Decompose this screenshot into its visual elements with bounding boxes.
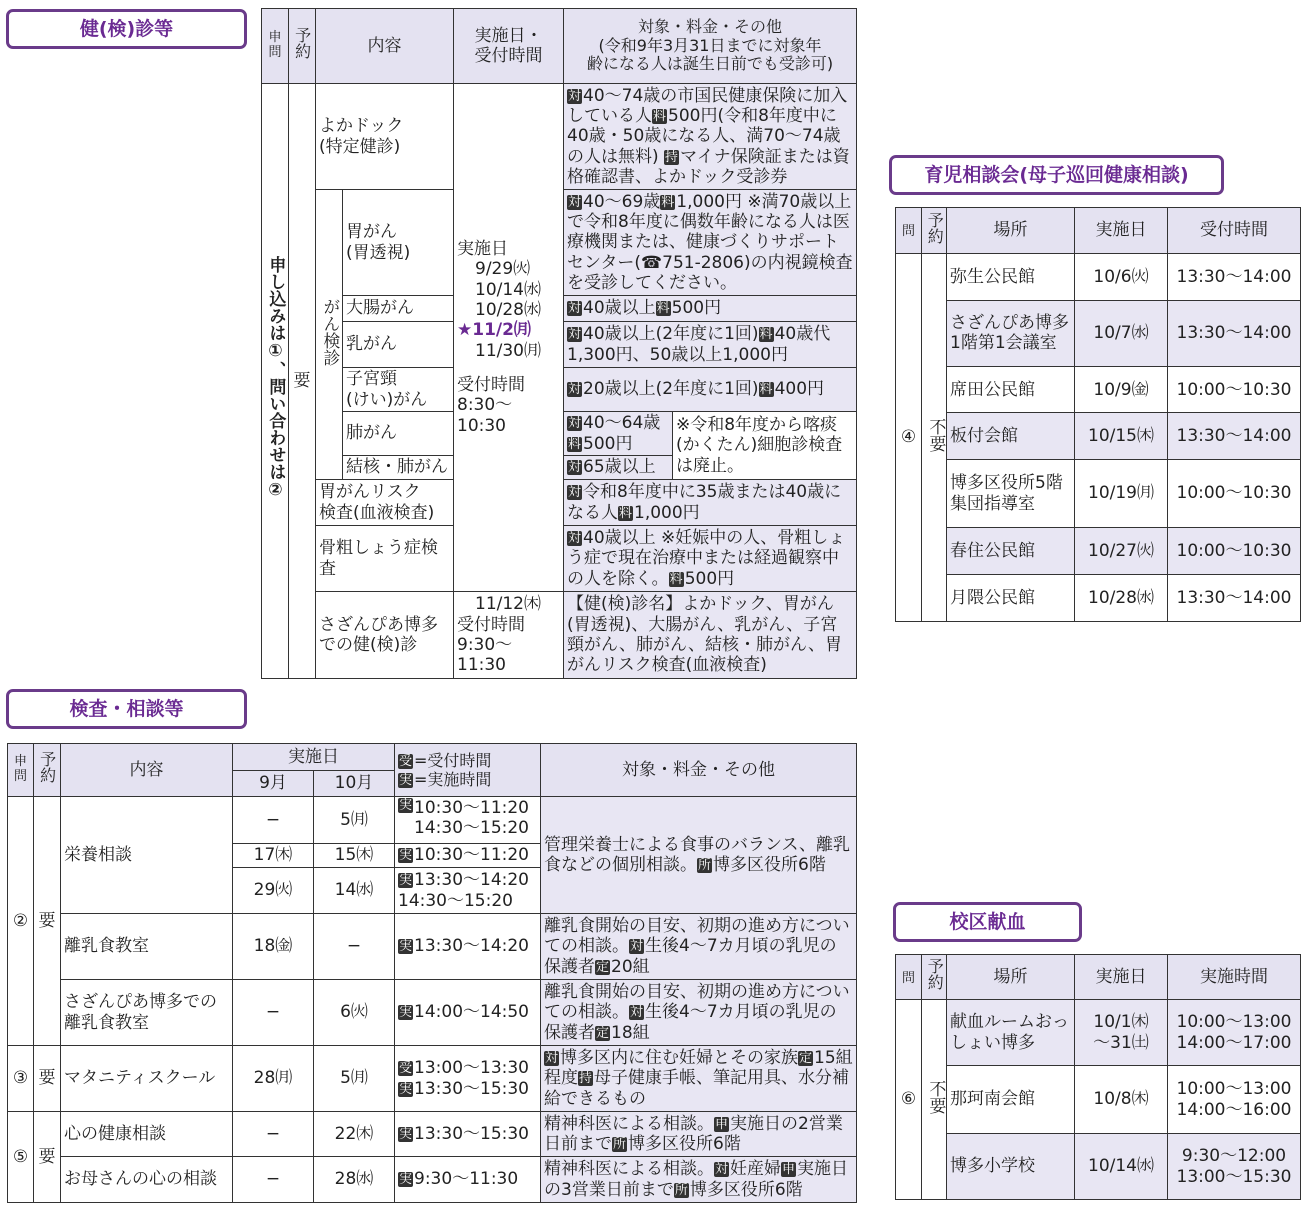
ikuji-toiawase-icon: 問: [901, 224, 915, 240]
daicho-name: 大腸がん: [343, 296, 454, 322]
header-date: 実施日・ 受付時間: [454, 9, 564, 84]
mata-target: 対 博多区内に住む妊婦とその家族定 15組程度持 母子健康手帳、筆記用具、水分補給できるもの: [541, 1046, 857, 1112]
kenketsu-time: 10:00〜13:00 14:00〜16:00: [1168, 1066, 1301, 1134]
moushikomi-toiawase-icon: 申 問: [268, 29, 282, 60]
eiyo-name: 栄養相談: [61, 797, 233, 914]
ikuji-place: 博多区役所5階 集団指導室: [947, 459, 1075, 527]
rinyu2-time: 実 14:00〜14:50: [395, 980, 541, 1046]
section-title-kenshin: 健(検)診等: [6, 9, 247, 49]
nyu-name: 乳がん: [343, 322, 454, 368]
mata-yoyaku: 要: [34, 1046, 61, 1112]
section-title-kensa: 検査・相談等: [6, 689, 247, 729]
ikuji-date: 10/9㈮: [1075, 367, 1168, 413]
ikuji-header-toiawase: [896, 208, 922, 254]
header-target: 対象・料金・その他 (令和9年3月31日までに対象年 齢になる人は誕生日前でも受診可): [564, 9, 857, 84]
ikuji-time: 10:00〜10:30: [1168, 367, 1301, 413]
nyu-target: 対 40歳以上(2年度に1回)料 40歳代1,300円、50歳以上1,000円: [564, 322, 857, 368]
kokoro-time: 実 13:30〜15:30: [395, 1112, 541, 1157]
hai-note: ※令和8年度から喀痰(かくたん)細胞診検査は廃止。: [673, 412, 857, 480]
ikuji-table: [895, 207, 1301, 622]
haha-target: 精神科医による相談。対 妊産婦申 実施日の3営業日前まで所 博多区役所6階: [541, 1157, 857, 1203]
ikuji-time: 10:00〜10:30: [1168, 528, 1301, 574]
hai-name: 肺がん: [343, 412, 454, 456]
kekkaku-name: 結核・肺がん: [343, 456, 454, 480]
ikuji-time: 13:30〜14:00: [1168, 574, 1301, 621]
kensa-header-date: 実施日: [233, 744, 395, 771]
eiyo-r3-m9: 29㈫: [233, 868, 314, 914]
mata-time: 受 13:00〜13:30 実 13:30〜15:30: [395, 1046, 541, 1112]
kekkaku-target: 対 65歳以上: [564, 456, 673, 480]
rinyu2-name: さざんぴあ博多での 離乳食教室: [61, 980, 233, 1046]
eiyo-r1-time: 実 10:30〜11:20 14:30〜15:20: [399, 798, 529, 839]
rinyu-target: 離乳食開始の目安、初期の進め方についての相談。対 生後4〜7カ月頃の乳児の保護者定 20組: [541, 914, 857, 980]
ikuji-time: 10:00〜10:30: [1168, 459, 1301, 527]
kenketsu-place: 那珂南会館: [947, 1066, 1075, 1134]
shikyu-target: 対 20歳以上(2年度に1回)料 400円: [564, 368, 857, 412]
haha-name: お母さんの心の相談: [61, 1157, 233, 1203]
section-title-kenketsu: 校区献血: [893, 902, 1082, 942]
eiyo-r1-m9: −: [233, 797, 314, 844]
rinyu2-m10: 6㈫: [314, 980, 395, 1046]
kensa-moushikomi-toiawase-icon: 申 問: [13, 753, 27, 784]
ikuji-header-date: 実施日: [1075, 208, 1168, 254]
kensa-header-yoyaku: 予約: [34, 744, 61, 797]
ikuji-date: 10/15㈭: [1075, 413, 1168, 459]
kenketsu-table: [895, 954, 1301, 1200]
ikuji-date: 10/7㈬: [1075, 300, 1168, 366]
haha-time: 実 9:30〜11:30: [395, 1157, 541, 1203]
kensa-header-target: 対象・料金・その他: [541, 744, 857, 797]
mata-m10: 5㈪: [314, 1046, 395, 1112]
risk-name: 胃がんリスク 検査(血液検査): [316, 480, 454, 526]
kenshin-table: [261, 8, 857, 679]
ikuji-place: 月隈公民館: [947, 574, 1075, 621]
eiyo-r1-m10: 5㈪: [314, 797, 395, 844]
eiyo-r2-m9: 17㈭: [233, 844, 314, 868]
kokoro-m10: 22㈭: [314, 1112, 395, 1157]
eiyo-r2-m10: 15㈭: [314, 844, 395, 868]
mata-name: マタニティスクール: [61, 1046, 233, 1112]
hai-target: 対 40〜64歳 料 500円: [564, 412, 673, 456]
kensa-header-m9: 9月: [233, 771, 314, 797]
igan-name: 胃がん (胃透視): [343, 190, 454, 296]
haha-m10: 28㈬: [314, 1157, 395, 1203]
yoka-name: よかドック (特定健診): [316, 84, 454, 190]
ikuji-num: ④: [896, 254, 922, 622]
header-naiyo: 内容: [316, 9, 454, 84]
daicho-target: 対 40歳以上料 500円: [564, 296, 857, 322]
ikuji-place: 席田公民館: [947, 367, 1075, 413]
header-yoyaku: 予約: [289, 9, 316, 84]
ikuji-place: 春住公民館: [947, 528, 1075, 574]
ikuji-header-yoyaku: 予約: [922, 208, 947, 254]
ikuji-date: 10/28㈬: [1075, 574, 1168, 621]
kenketsu-yoyaku: 不要: [922, 1000, 947, 1200]
kenketsu-place: 博多小学校: [947, 1134, 1075, 1200]
apply-note: 申し込みは①、問い合わせは②: [262, 84, 289, 679]
ikuji-date: 10/6㈫: [1075, 254, 1168, 300]
kenketsu-time: 9:30〜12:00 13:00〜15:30: [1168, 1134, 1301, 1200]
haha-m9: −: [233, 1157, 314, 1203]
kensa-table: [7, 743, 857, 1203]
eiyo-num: ②: [8, 797, 34, 1046]
gan-label: がん検診: [316, 190, 343, 480]
highlight-date: ★11/2㈪: [457, 320, 531, 341]
date-main: 実施日 9/29㈫ 10/14㈬ 10/28㈬ ★11/2㈪ 11/30㈪ 受付時間 8:30〜10:30: [454, 84, 564, 592]
kenketsu-header-date: 実施日: [1075, 955, 1168, 1000]
ikuji-yoyaku: 不要: [922, 254, 947, 622]
kenketsu-toiawase-icon: 問: [901, 970, 915, 986]
ikuji-place: さざんぴあ博多 1階第1会議室: [947, 300, 1075, 366]
eiyo-target: 管理栄養士による食事のバランス、離乳食などの個別相談。所 博多区役所6階: [541, 797, 857, 914]
header-moushikomi-toiawase: [262, 9, 289, 84]
kenketsu-header-time: 実施時間: [1168, 955, 1301, 1000]
eiyo-r2-time: 実 10:30〜11:20: [395, 844, 541, 868]
ikuji-time: 13:30〜14:00: [1168, 413, 1301, 459]
mata-m9: 28㈪: [233, 1046, 314, 1112]
sazan-name: さざんぴあ博多 での健(検)診: [316, 592, 454, 679]
risk-target: 対 令和8年度中に35歳または40歳になる人料 1,000円: [564, 480, 857, 526]
kokoro-name: 心の健康相談: [61, 1112, 233, 1157]
kenketsu-date: 10/14㈬: [1075, 1134, 1168, 1200]
kokoro-m9: −: [233, 1112, 314, 1157]
kenketsu-date: 10/1㈭ 〜31㈯: [1075, 1000, 1168, 1066]
ikuji-time: 13:30〜14:00: [1168, 300, 1301, 366]
rinyu-name: 離乳食教室: [61, 914, 233, 980]
ikuji-place: 板付会館: [947, 413, 1075, 459]
ikuji-date: 10/19㈪: [1075, 459, 1168, 527]
kenketsu-header-place: 場所: [947, 955, 1075, 1000]
eiyo-yoyaku: 要: [34, 797, 61, 1046]
kokoro-yoyaku: 要: [34, 1112, 61, 1203]
rinyu2-m9: −: [233, 980, 314, 1046]
rinyu2-target: 離乳食開始の目安、初期の進め方についての相談。対 生後4〜7カ月頃の乳児の保護者定 18組: [541, 980, 857, 1046]
kenketsu-time: 10:00〜13:00 14:00〜17:00: [1168, 1000, 1301, 1066]
shikyu-name: 子宮頸 (けい)がん: [343, 368, 454, 412]
eiyo-r3-m10: 14㈬: [314, 868, 395, 914]
kenketsu-date: 10/8㈭: [1075, 1066, 1168, 1134]
ikuji-time: 13:30〜14:00: [1168, 254, 1301, 300]
kensa-header-m10: 10月: [314, 771, 395, 797]
kensa-header-moushikomi: [8, 744, 34, 797]
sazan-date: 11/12㈭ 受付時間 9:30〜11:30: [454, 592, 564, 679]
kenketsu-header-yoyaku: 予約: [922, 955, 947, 1000]
mata-num: ③: [8, 1046, 34, 1112]
yoyaku-value: 要: [289, 84, 316, 679]
kokoro-num: ⑤: [8, 1112, 34, 1203]
ikuji-header-place: 場所: [947, 208, 1075, 254]
kotsu-name: 骨粗しょう症検査: [316, 526, 454, 592]
kensa-header-naiyo: 内容: [61, 744, 233, 797]
rinyu-time: 実 13:30〜14:20: [395, 914, 541, 980]
sazan-target: 【健(検)診名】よかドック、胃がん(胃透視)、大腸がん、乳がん、子宮頸がん、肺がん、結核・肺がん、胃がんリスク検査(血液検査): [564, 592, 857, 679]
kensa-header-time: 受 =受付時間 実 =実施時間: [395, 744, 541, 797]
yoka-target: 対 40〜74歳の市国民健康保険に加入している人料 500円(令和8年度中に40歳・50歳になる人、満70〜74歳の人は無料) 持 マイナ保険証または資格確認書、よかドック受診券: [564, 84, 857, 190]
kotsu-target: 対 40歳以上 ※妊娠中の人、骨粗しょう症で現在治療中または経過観察中の人を除く。料 500円: [564, 526, 857, 592]
kokoro-target: 精神科医による相談。申 実施日の2営業日前まで所 博多区役所6階: [541, 1112, 857, 1157]
rinyu-m10: −: [314, 914, 395, 980]
ikuji-header-time: 受付時間: [1168, 208, 1301, 254]
rinyu-m9: 18㈮: [233, 914, 314, 980]
section-title-ikuji: 育児相談会(母子巡回健康相談): [889, 155, 1224, 195]
ikuji-place: 弥生公民館: [947, 254, 1075, 300]
kenketsu-place: 献血ルームおっ しょい博多: [947, 1000, 1075, 1066]
eiyo-r3-time: 実 13:30〜14:20 14:30〜15:20: [395, 868, 541, 914]
kenketsu-num: ⑥: [896, 1000, 922, 1200]
igan-target: 対 40〜69歳料 1,000円 ※満70歳以上で令和8年度に偶数年齢になる人は医療機関または、健康づくりサポートセンター(☎751-2806)の内視鏡検査を受診してください。: [564, 190, 857, 296]
ikuji-date: 10/27㈫: [1075, 528, 1168, 574]
kenketsu-header-toiawase: [896, 955, 922, 1000]
